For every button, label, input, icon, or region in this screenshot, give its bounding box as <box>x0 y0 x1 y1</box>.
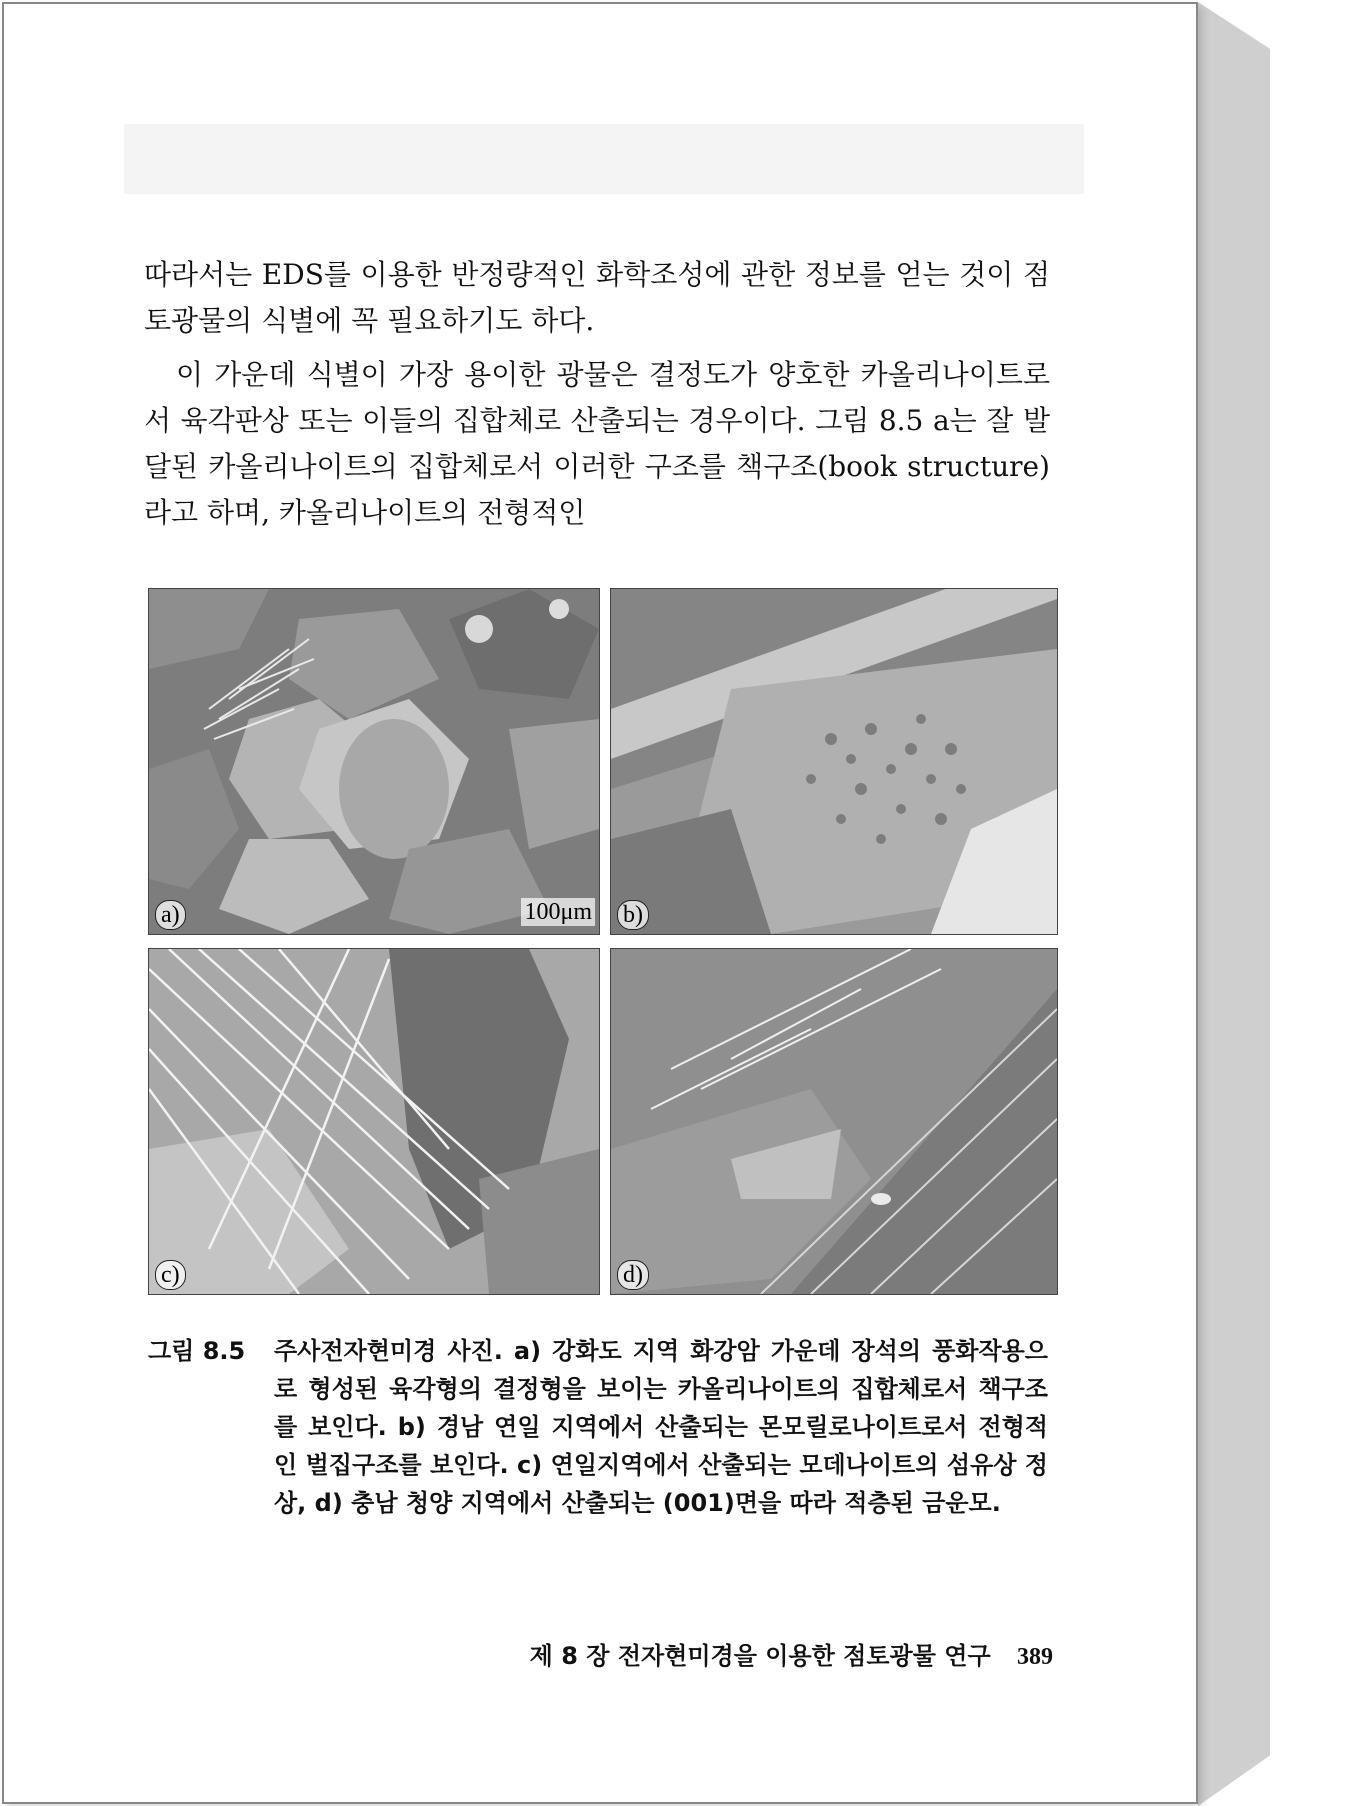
panel-label-c: c) <box>155 1260 186 1290</box>
footer-chapter: 제 8 장 <box>529 1642 610 1670</box>
sem-photo-c <box>148 948 600 1295</box>
panel-label-a: a) <box>155 900 186 930</box>
panel-label-d: d) <box>617 1260 649 1290</box>
figure-8-5 <box>148 588 1058 1296</box>
page-footer <box>530 1636 1053 1671</box>
footer-title: 전자현미경을 이용한 점토광물 연구 <box>617 1642 991 1670</box>
book-spine-edge <box>1198 2 1270 1806</box>
figure-caption-label: 그림 8.5 <box>148 1337 246 1365</box>
panel-label-b: b) <box>617 900 649 930</box>
sem-photo-b <box>610 588 1058 935</box>
sem-photo-a <box>148 588 600 935</box>
body-paragraph-1: 따라서는 EDS를 이용한 반정량적인 화학조성에 관한 정보를 얻는 것이 점토광물의 식별에 꼭 필요하기도 하다. <box>144 258 1050 337</box>
mordenite-fiber-image <box>149 949 599 1294</box>
scale-bar-label: 100μm <box>521 898 595 926</box>
figure-caption-text: 주사전자현미경 사진. a) 강화도 지역 화강암 가운데 장석의 풍화작용으로 형성된 육각형의 결정형을 보이는 카올리나이트의 집합체로서 책구조를 보인다. b) 경남 연일 지역에서 산출되는 몬모릴로나이트로서 전형적인 벌집구조를 보인다. c) 연일지역에서 산출되는 모데나이트의 섬유상 정상, d) 충남 청양 지역에서 산출되는 (001)면을 따라 적층된 금운모. <box>274 1337 1048 1517</box>
montmorillonite-honeycomb-image <box>611 589 1057 934</box>
page-number: 389 <box>1017 1644 1053 1670</box>
body-paragraph-2: 이 가운데 식별이 가장 용이한 광물은 결정도가 양호한 카올리나이트로서 육각판상 또는 이들의 집합체로 산출되는 경우이다. 그림 8.5 a는 잘 발달된 카올리나이트의 집합체로서 이러한 구조를 책구조(book structure)라고 하며, 카올리나이트의 전형적인 <box>144 358 1050 529</box>
header-shadow <box>124 124 1084 194</box>
sem-photo-d <box>610 948 1058 1295</box>
phlogopite-stacked-image <box>611 949 1057 1294</box>
kaolinite-book-image <box>149 589 599 934</box>
